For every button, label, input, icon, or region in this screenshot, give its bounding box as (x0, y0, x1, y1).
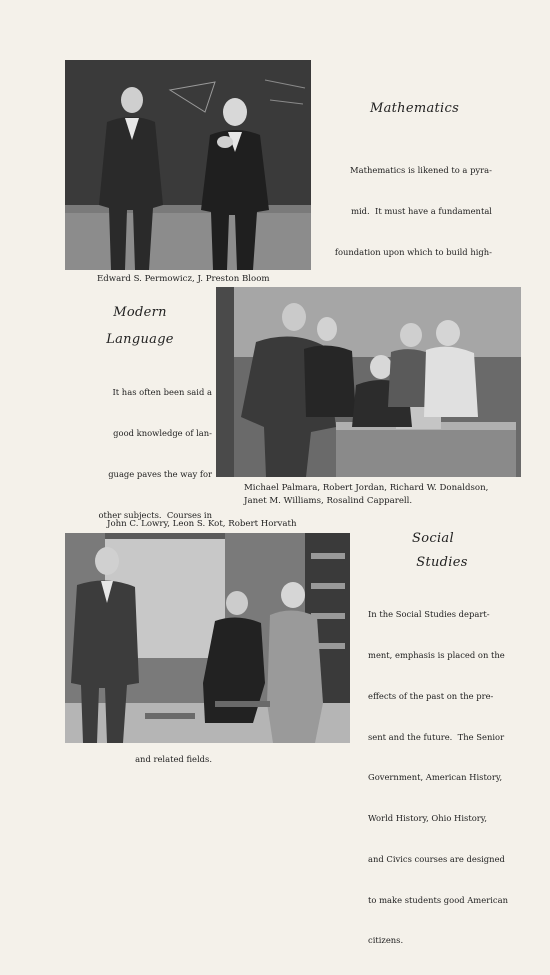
social-line: sent and the future. The Senior (368, 731, 505, 742)
social-line: In the Social Studies depart- (368, 609, 490, 620)
social-studies-heading-line2: Studies (416, 555, 468, 570)
mathematics-heading: Mathematics (370, 101, 460, 116)
language-line: good knowledge of lan- (113, 427, 212, 438)
social-line: effects of the past on the pre- (368, 690, 494, 701)
social-line: World History, Ohio History, (368, 813, 488, 824)
mathematics-line: foundation upon which to build high- (334, 246, 492, 257)
mathematics-caption: Edward S. Permowicz, J. Preston Bloom (97, 274, 270, 284)
modern-language-heading-line2: Language (106, 332, 174, 347)
language-line: It has often been said a (112, 387, 212, 398)
social-studies-body (368, 581, 518, 975)
social-studies-photo (65, 533, 350, 743)
modern-language-photo (216, 287, 521, 477)
social-studies-caption: John C. Lowry, Leon S. Kot, Robert Horvath (107, 519, 297, 529)
mathematics-photo-drawing (65, 60, 311, 270)
modern-language-caption-line2: Janet M. Williams, Rosalind Capparell. (244, 496, 413, 506)
modern-language-caption-line1: Michael Palmara, Robert Jordan, Richard W. Donaldson, (244, 483, 489, 493)
social-line: to make students good American (368, 894, 508, 905)
language-line: other subjects. Courses in (98, 509, 212, 520)
mathematics-line: Mathematics is likened to a pyra- (350, 165, 492, 176)
social-studies-photo-drawing (65, 533, 350, 743)
social-line: citizens. (368, 935, 404, 946)
social-studies-heading-line1: Social (412, 531, 454, 546)
language-line: and related fields. (135, 754, 212, 765)
language-line: guage paves the way for (108, 468, 212, 479)
mathematics-photo (65, 60, 311, 270)
social-line: and Civics courses are designed (368, 853, 505, 864)
social-line: ment, emphasis is placed on the (368, 649, 505, 660)
social-line: Government, American History, (368, 772, 503, 783)
modern-language-heading-line1: Modern (113, 305, 167, 320)
mathematics-line: mid. It must have a fundamental (351, 205, 492, 216)
modern-language-photo-drawing (216, 287, 521, 477)
